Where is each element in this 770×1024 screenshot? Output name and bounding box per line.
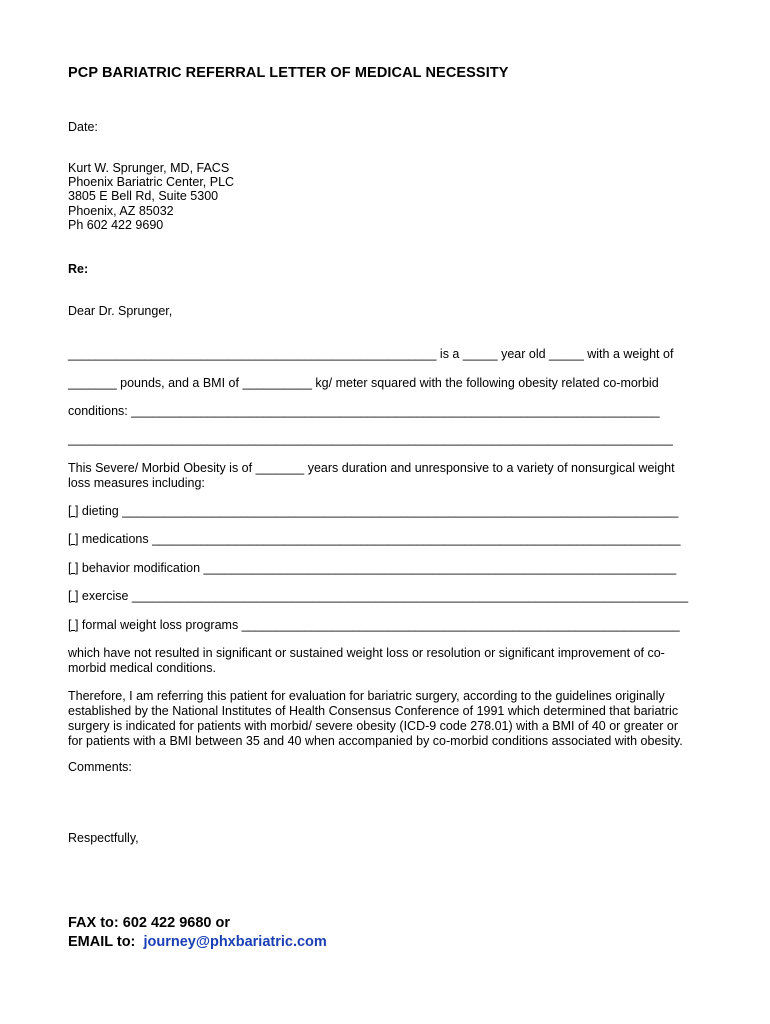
checklist-item-exercise: [68, 589, 688, 604]
checklist-label-formal-programs: formal weight loss programs _______________________________________________________________: [78, 618, 680, 632]
recipient-address: [68, 161, 234, 232]
recipient-org: Phoenix Bariatric Center, PLC: [68, 175, 235, 190]
checklist-item-dieting: [68, 504, 678, 519]
email-label: EMAIL to:: [68, 934, 144, 950]
checklist-item-behavior-modification: [68, 561, 676, 576]
recipient-street: 3805 E Bell Rd, Suite 5300: [68, 189, 219, 204]
checklist-label-exercise: exercise ________________________________________________________________________________: [78, 589, 689, 603]
form-line-weight: _______ pounds, and a BMI of __________ kg/ meter squared with the following obesity related co-morbid: [68, 376, 659, 390]
page-title: PCP BARIATRIC REFERRAL LETTER OF MEDICAL NECESSITY: [68, 65, 509, 81]
checklist-item-medications: [68, 532, 680, 547]
closing: Respectfully,: [68, 831, 139, 845]
recipient-name: Kurt W. Sprunger, MD, FACS: [68, 161, 230, 175]
checklist-label-dieting: dieting ________________________________________________________________________________: [78, 504, 679, 518]
form-line-conditions: conditions: ____________________________________________________________________________: [68, 404, 660, 418]
result-paragraph: which have not resulted in significant or sustained weight loss or resolution or significant improvement of co-morbid medical conditions.: [68, 646, 665, 675]
re-label: Re:: [68, 262, 89, 276]
checkbox-formal-programs[interactable]: [ ]: [68, 618, 79, 632]
checklist-label-behavior-modification: behavior modification ____________________________________________________________________: [78, 561, 677, 575]
fax-line: FAX to: 602 422 9680 or: [68, 915, 230, 931]
form-line-patient: _____________________________________________________ is a _____ year old _____ with a weight of: [68, 347, 674, 361]
form-line-conditions-continued: _______________________________________________________________________________________: [68, 432, 673, 446]
checkbox-medications[interactable]: [ ]: [68, 532, 79, 546]
checklist-label-medications: medications ____________________________________________________________________________: [78, 532, 681, 546]
email-line: [68, 933, 327, 952]
checkbox-behavior-modification[interactable]: [ ]: [68, 561, 79, 575]
email-link[interactable]: journey@phxbariatric.com: [143, 934, 327, 950]
referral-paragraph: Therefore, I am referring this patient for evaluation for bariatric surgery, according to the guidelines originally established by the National Institutes of Health Consensus Conference of 1991 which determined that bariatric surgery is indicated for patients with morbid/ severe obesity (ICD-9 code 278.01) with a BMI of 40 or greater or for patients with a BMI between 35 and 40 when accompanied by co-morbid conditions associated with obesity.: [68, 689, 683, 748]
checklist-item-formal-programs: [68, 618, 680, 633]
checkbox-exercise[interactable]: [ ]: [68, 589, 79, 603]
recipient-phone: Ph 602 422 9690: [68, 217, 164, 232]
checkbox-dieting[interactable]: [ ]: [68, 504, 79, 518]
duration-paragraph: This Severe/ Morbid Obesity is of _______ years duration and unresponsive to a variety of nonsurgical weight loss measures including:: [68, 461, 675, 490]
comments-label: Comments:: [68, 760, 132, 774]
recipient-city: Phoenix, AZ 85032: [68, 203, 174, 218]
date-label: Date:: [68, 120, 98, 134]
salutation: Dear Dr. Sprunger,: [68, 304, 173, 318]
